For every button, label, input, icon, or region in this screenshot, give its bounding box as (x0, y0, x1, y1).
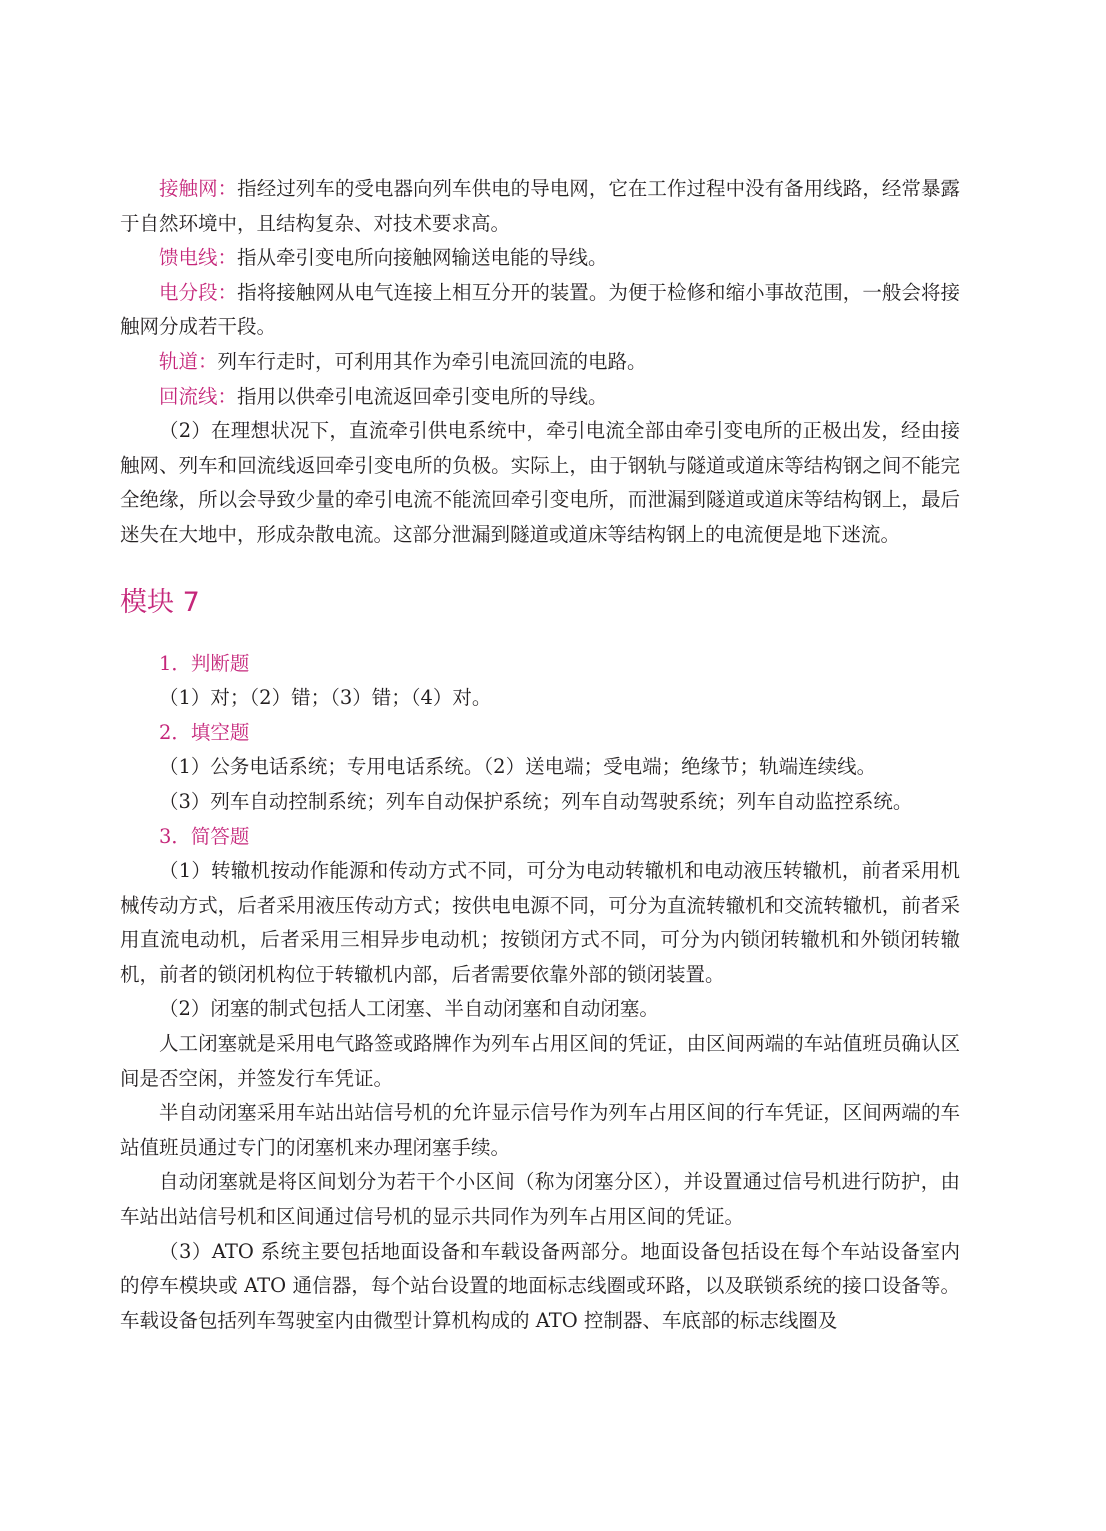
term-label: 轨道： (159, 349, 218, 373)
answer-fill-blank-2: （3）列车自动控制系统；列车自动保护系统；列车自动驾驶系统；列车自动监控系统。 (159, 789, 913, 813)
definition-text: 指用以供牵引电流返回牵引变电所的导线。 (237, 384, 608, 408)
term-label: 接触网： (159, 177, 238, 200)
definition-electrical-section (120, 276, 960, 345)
short-answer-switch-machine: （1）转辙机按动作能源和传动方式不同，可分为电动转辙机和电动液压转辙机，前者采用机械传动方式，后者采用液压传动方式；按供电电源不同，可分为直流转辙机和交流转辙机，前者采用直流电动机，后者采用三相异步电动机；按锁闭方式不同，可分为内锁闭转辙机和外锁闭转辙机，前者的锁闭机构位于转辙机内部，后者需要依靠外部的锁闭装置。 (120, 859, 960, 986)
term-label: 电分段： (159, 280, 238, 304)
paragraph-stray-current: （2）在理想状况下，直流牵引供电系统中，牵引电流全部由牵引变电所的正极出发，经由接触网、列车和回流线返回牵引变电所的负极。实际上，由于钢轨与隧道或道床等结构钢之间不能完全绝缘，所以会导致少量的牵引电流不能流回牵引变电所，而泄漏到隧道或道床等结构钢上，最后迷失在大地中，形成杂散电流。这部分泄漏到隧道或道床等结构钢上的电流便是地下迷流。 (120, 419, 960, 546)
term-label: 回流线： (159, 384, 238, 408)
definition-text: 列车行走时，可利用其作为牵引电流回流的电路。 (217, 349, 647, 373)
definition-text: 指从牵引变电所向接触网输送电能的导线。 (237, 246, 608, 270)
definition-text: 指经过列车的受电器向列车供电的导电网，它在工作过程中没有备用线路，经常暴露于自然环境中，且结构复杂、对技术要求高。 (120, 177, 960, 235)
section-heading-short-answer: 3．简答题 (159, 824, 250, 848)
answer-fill-blank-1: （1）公务电话系统；专用电话系统。（2）送电端；受电端；绝缘节；轨端连续线。 (159, 755, 877, 779)
term-label: 馈电线： (159, 246, 238, 270)
answer-true-false: （1）对；（2）错；（3）错；（4）对。 (159, 686, 492, 710)
short-answer-block-system: （2）闭塞的制式包括人工闭塞、半自动闭塞和自动闭塞。 (159, 997, 659, 1021)
definition-contact-network (120, 172, 960, 241)
definition-feeder-line (120, 241, 960, 276)
definition-text: 指将接触网从电气连接上相互分开的装置。为便于检修和缩小事故范围，一般会将接触网分成若干段。 (120, 280, 960, 339)
section-heading-true-false: 1．判断题 (159, 651, 250, 675)
short-answer-semi-auto-block: 半自动闭塞采用车站出站信号机的允许显示信号作为列车占用区间的行车凭证，区间两端的车站值班员通过专门的闭塞机来办理闭塞手续。 (120, 1101, 960, 1159)
definition-return-line (120, 380, 960, 415)
section-heading-fill-blank: 2．填空题 (159, 720, 250, 744)
short-answer-manual-block: 人工闭塞就是采用电气路签或路牌作为列车占用区间的凭证，由区间两端的车站值班员确认区间是否空闲，并签发行车凭证。 (120, 1032, 960, 1090)
module-title: 模块 7 (120, 586, 200, 618)
short-answer-auto-block: 自动闭塞就是将区间划分为若干个小区间（称为闭塞分区），并设置通过信号机进行防护，由车站出站信号机和区间通过信号机的显示共同作为列车占用区间的凭证。 (120, 1170, 960, 1229)
definition-track (120, 345, 960, 380)
short-answer-ato-system: （3）ATO 系统主要包括地面设备和车载设备两部分。地面设备包括设在每个车站设备室内的停车模块或 ATO 通信器，每个站台设置的地面标志线圈或环路，以及联锁系统的接口设备等。车载设备包括列车驾驶室内由微型计算机构成的 ATO 控制器、车底部的标志线圈及 (120, 1239, 960, 1332)
